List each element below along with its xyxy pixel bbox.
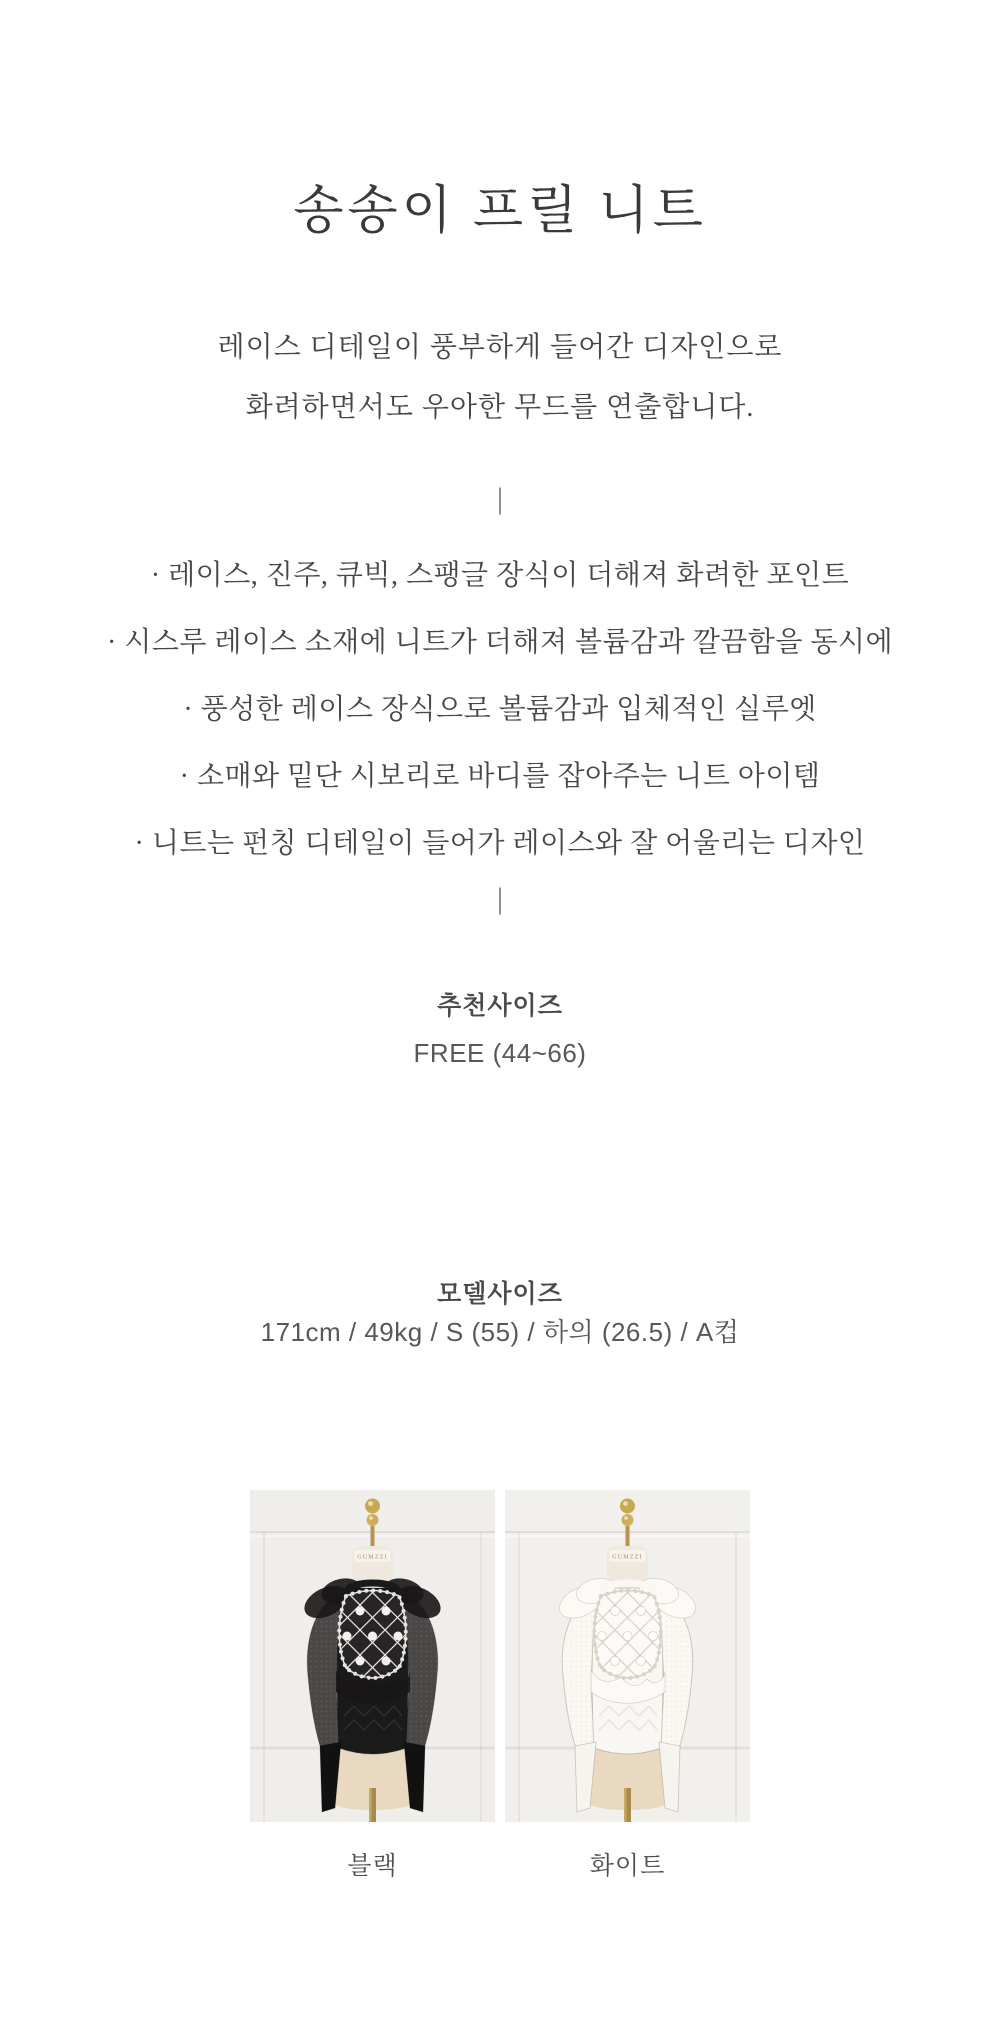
feature-item: · 니트는 펀칭 디테일이 들어가 레이스와 잘 어울리는 디자인 [134, 828, 866, 859]
feature-list [0, 542, 1000, 877]
description-line-1: 레이스 디테일이 풍부하게 들어간 디자인으로 [217, 332, 783, 363]
black-lace-knit-top-image [250, 1490, 495, 1822]
feature-item: · 레이스, 진주, 큐빅, 스팽글 장식이 더해져 화려한 포인트 [150, 560, 850, 591]
recommended-size-value: FREE (44~66) [413, 1038, 587, 1068]
color-option-photos [250, 1490, 750, 1882]
feature-item: · 소매와 밑단 시보리로 바디를 잡아주는 니트 아이템 [179, 761, 821, 792]
vertical-divider-bottom: | [496, 882, 503, 915]
description-line-2: 화려하면서도 우아한 무드를 연출합니다. [245, 392, 755, 423]
product-photo-white [505, 1490, 750, 1882]
feature-item: · 풍성한 레이스 장식으로 볼륨감과 입체적인 실루엣 [183, 694, 817, 725]
white-lace-knit-top-image [505, 1490, 750, 1822]
mannequin-brand-label: GUMZZI [357, 1554, 388, 1561]
feature-item: · 시스루 레이스 소재에 니트가 더해져 볼륨감과 깔끔함을 동시에 [106, 627, 894, 658]
color-label-white: 화이트 [589, 1852, 666, 1880]
model-size-value: 171cm / 49kg / S (55) / 하의 (26.5) / A컵 [260, 1317, 740, 1347]
product-photo-black [250, 1490, 495, 1882]
color-label-black: 블랙 [347, 1852, 398, 1880]
page-title: 송송이 프릴 니트 [293, 183, 707, 240]
product-description [0, 318, 1000, 438]
mannequin-brand-label: GUMZZI [612, 1554, 643, 1561]
model-size-heading: 모델사이즈 [437, 1280, 563, 1308]
vertical-divider-top: | [496, 482, 503, 515]
recommended-size-heading: 추천사이즈 [437, 992, 563, 1020]
